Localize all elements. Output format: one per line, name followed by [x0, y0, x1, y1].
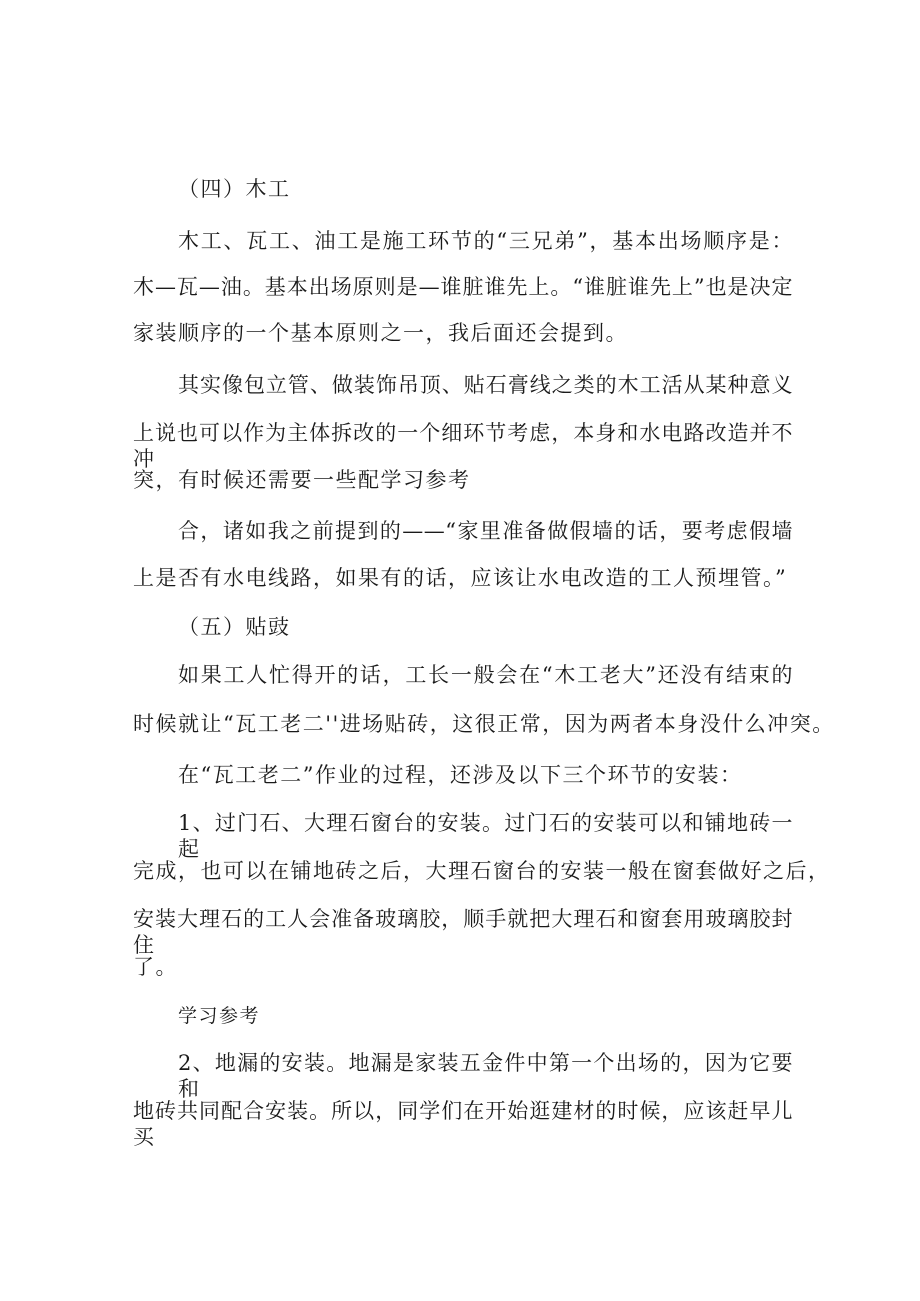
- paragraph-line: 了。: [133, 955, 178, 979]
- paragraph-line: 家装顺序的一个基本原则之一，我后面还会提到。: [133, 321, 628, 345]
- paragraph-line: 上说也可以作为主体拆改的一个细环节考虑，本身和水电路改造并不冲: [133, 421, 793, 471]
- paragraph-line: 其实像包立管、做装饰吊顶、贴石膏线之类的木工活从某种意义: [178, 373, 793, 397]
- paragraph-line: 在“瓦工老二”作业的过程，还涉及以下三个环节的安装：: [178, 763, 743, 787]
- paragraph-line: 完成，也可以在铺地砖之后，大理石窗台的安装一般在窗套做好之后，: [133, 859, 831, 883]
- paragraph-line: 合，诸如我之前提到的——“家里准备做假墙的话，要考虑假墙: [178, 519, 793, 543]
- section-heading-woodwork: （四）木工: [178, 177, 291, 201]
- section-heading-tiling: （五）贴豉: [178, 615, 291, 639]
- paragraph-line: 木—瓦—油。基本出场原则是—谁脏谁先上。“谁脏谁先上”也是决定: [133, 275, 793, 299]
- paragraph-line: 2、地漏的安装。地漏是家装五金件中第一个出场的，因为它要和: [178, 1051, 793, 1101]
- paragraph-line: 地砖共同配合安装。所以，同学们在开始逛建材的时候，应该赶早儿买: [133, 1099, 793, 1149]
- paragraph-line: 木工、瓦工、油工是施工环节的“三兄弟”，基本出场顺序是：: [178, 229, 793, 253]
- paragraph-line: 安装大理石的工人会准备玻璃胶，顺手就把大理石和窗套用玻璃胶封住: [133, 907, 793, 957]
- paragraph-line: 突，有时候还需要一些配学习参考: [133, 468, 471, 492]
- paragraph-line: 上是否有水电线路，如果有的话，应该让水电改造的工人预埋管。”: [133, 566, 788, 590]
- paragraph-line: 如果工人忙得开的话，工长一般会在“木工老大”还没有结束的: [178, 663, 793, 687]
- paragraph-line: 时候就让“瓦工老二''进场贴砖，这很正常，因为两者本身没什么冲突。: [133, 712, 835, 736]
- paragraph-line: 1、过门石、大理石窗台的安装。过门石的安装可以和铺地砖一起: [178, 811, 793, 861]
- watermark-text: 学习参考: [178, 1005, 261, 1027]
